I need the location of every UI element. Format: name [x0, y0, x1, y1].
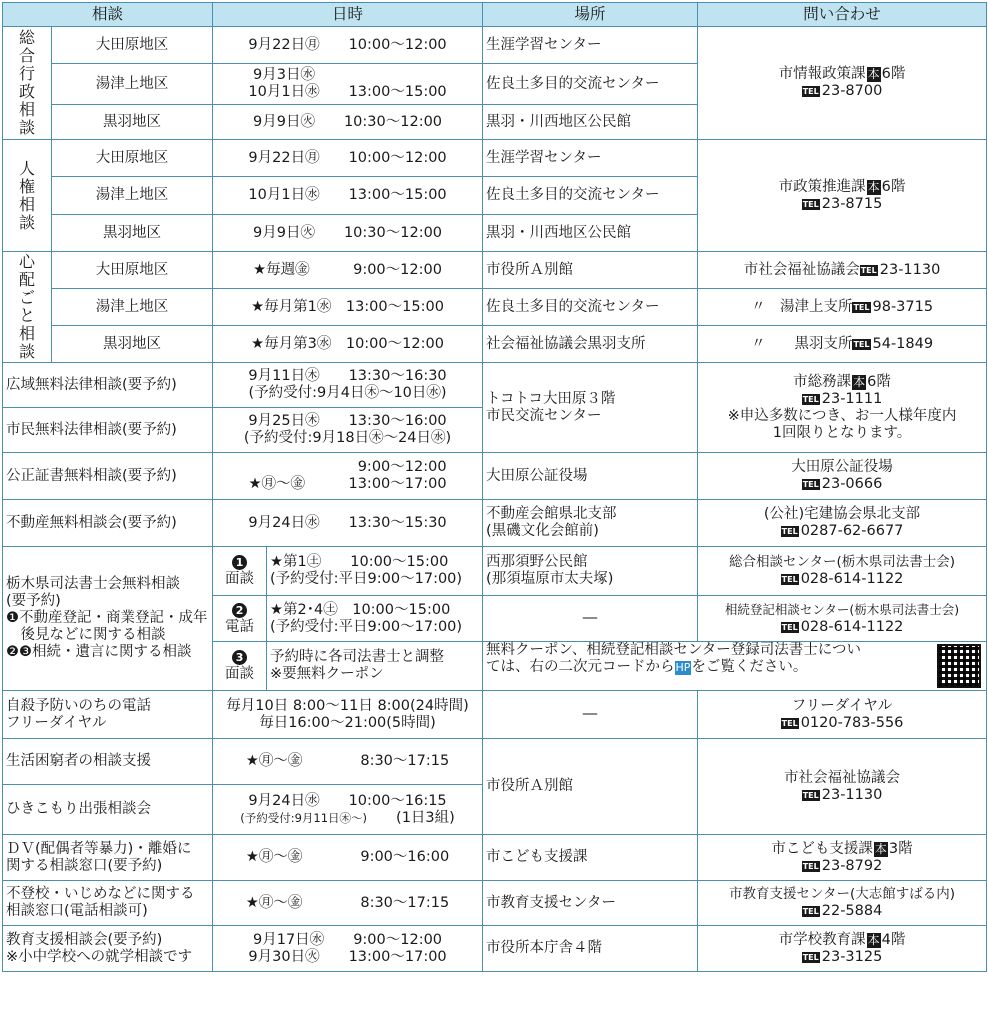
text-fragment: (予約受付:9月4日㊍～10日㊌): [248, 385, 447, 401]
text-fragment: 9月25日㊍: [248, 413, 320, 429]
place-cell: 生涯学習センター: [483, 140, 698, 177]
place-cell: 大田原公証役場: [483, 453, 698, 500]
text-fragment: (予約受付:平日9:00～17:00): [270, 618, 463, 635]
text-fragment: フリーダイヤル: [6, 714, 107, 731]
text-fragment: 10:00～12:00: [348, 149, 447, 166]
coupon-info: [483, 642, 987, 691]
text-fragment: 13:00～17:00: [348, 948, 447, 965]
area-cell: 黒羽地区: [52, 215, 213, 252]
contact-cell: [698, 363, 987, 453]
text-fragment: 0287-62-6677: [800, 523, 904, 539]
header-consult: 相談: [3, 3, 213, 27]
text-fragment: ★第2･4㊏: [270, 601, 338, 618]
method-cell: [213, 642, 267, 691]
text-fragment: 10:00～15:00: [350, 554, 449, 570]
text-fragment: 10:00～16:15: [348, 792, 447, 809]
text-fragment: 6階: [881, 178, 906, 195]
number-badge: 3: [232, 650, 247, 665]
text-fragment: 13:00～15:00: [348, 84, 447, 100]
text-fragment: 54-1849: [872, 335, 934, 352]
text-fragment: 市教育支援センター(大志館すばる内): [729, 886, 956, 902]
header-place: 場所: [483, 3, 698, 27]
text-fragment: 0120-783-556: [800, 714, 904, 731]
consult-name: 市民無料法律相談(要予約): [3, 408, 213, 453]
table-row: [3, 252, 987, 289]
datetime-cell: [267, 547, 483, 596]
text-fragment: ては、右の二次元コードから: [486, 659, 675, 675]
text-fragment: 10:00～12:00: [345, 335, 444, 352]
text-fragment: 9:00～12:00: [357, 459, 447, 475]
text-fragment: 本: [853, 374, 866, 389]
text-fragment: 9月22日㊊: [248, 36, 320, 53]
text-fragment: 人権相談: [18, 158, 35, 232]
table-row: [3, 326, 987, 363]
datetime-cell: [213, 215, 483, 252]
number-badge: 2: [232, 603, 247, 618]
text-fragment: ★㊊～㊎: [245, 894, 303, 911]
contact-cell: [698, 453, 987, 500]
text-fragment: ★㊊～㊎: [245, 753, 303, 769]
text-fragment: 無料クーポン、相続登記相談センター登録司法書士につい: [486, 642, 861, 658]
text-fragment: 13:00～15:00: [345, 298, 444, 315]
datetime-cell: [213, 363, 483, 408]
table-row: [3, 289, 987, 326]
datetime-cell: [267, 642, 483, 691]
consult-name: 広域無料法律相談(要予約): [3, 363, 213, 408]
text-fragment: ★㊊～㊎: [248, 476, 305, 492]
text-fragment: 8:30～17:15: [360, 894, 450, 911]
place-cell: 生涯学習センター: [483, 27, 698, 64]
tel-icon: TEL: [802, 199, 819, 209]
table-row: [3, 926, 987, 972]
text-fragment: 9月17日㊌: [253, 931, 325, 948]
contact-cell: [698, 739, 987, 835]
text-fragment: 本: [874, 841, 887, 856]
text-fragment: 予約時に各司法書士と調整: [270, 649, 445, 665]
place-cell: 市こども支援課: [483, 835, 698, 881]
text-fragment: 23-8700: [821, 83, 883, 99]
datetime-cell: [213, 289, 483, 326]
area-cell: 黒羽地区: [52, 105, 213, 140]
consultation-table: [2, 2, 987, 972]
tel-icon: TEL: [802, 87, 819, 96]
area-cell: 大田原地区: [52, 27, 213, 64]
text-fragment: 028-614-1122: [800, 571, 904, 587]
text-fragment: 10:30～12:00: [343, 113, 443, 130]
text-fragment: ❶不動産登記・商業登記・成年: [6, 610, 208, 626]
text-fragment: 市政策推進課: [778, 178, 866, 195]
datetime-cell: [213, 691, 483, 739]
text-fragment: 栃木県司法書士会無料相談: [6, 576, 180, 592]
area-cell: 大田原地区: [52, 252, 213, 289]
text-fragment: 後見などに関する相談: [20, 627, 166, 643]
table-row: [3, 500, 987, 547]
text-fragment: ❷❸相続・遺言に関する相談: [6, 644, 192, 660]
text-fragment: 13:30～16:30: [348, 368, 447, 384]
datetime-cell: [213, 27, 483, 64]
text-fragment: 8:30～17:15: [360, 753, 450, 769]
qr-code-icon[interactable]: [937, 644, 981, 688]
text-fragment: 4階: [881, 931, 906, 948]
text-fragment: (要予約): [6, 593, 61, 609]
text-fragment: 028-614-1122: [800, 619, 904, 635]
text-fragment: 〃: [750, 298, 766, 315]
consult-name: 公正証書無料相談(要予約): [3, 453, 213, 500]
text-fragment: (黒磯文化会館前): [486, 523, 599, 539]
consult-name: [3, 835, 213, 881]
text-fragment: 電話: [225, 618, 255, 635]
datetime-cell: [213, 408, 483, 453]
text-fragment: 自殺予防いのちの電話: [6, 697, 151, 714]
text-fragment: 9月24日㊌: [248, 514, 320, 531]
text-fragment: 教育支援相談会(要予約): [6, 931, 163, 948]
text-fragment: 10:00～12:00: [348, 36, 447, 53]
text-fragment: 9:00～16:00: [360, 849, 450, 865]
text-fragment: 23-1130: [879, 261, 941, 278]
text-fragment: 市民交流センター: [486, 407, 602, 424]
text-fragment: 市社会福祉協議会: [784, 769, 901, 786]
text-fragment: 23-8792: [821, 857, 883, 874]
place-cell: 佐良土多目的交流センター: [483, 64, 698, 105]
contact-cell: [698, 881, 987, 926]
tel-icon: TEL: [802, 480, 819, 489]
text-fragment: 23-8715: [821, 195, 883, 212]
contact-cell: [698, 500, 987, 547]
text-fragment: 9月9日㊋: [253, 224, 315, 241]
table-row: [3, 547, 987, 596]
text-fragment: 関する相談窓口(要予約): [6, 857, 163, 874]
text-fragment: 98-3715: [872, 298, 934, 315]
text-fragment: 本: [867, 179, 880, 194]
header-row: [3, 3, 987, 27]
text-fragment: トコトコ大田原３階: [486, 390, 616, 407]
tel-icon: TEL: [781, 623, 798, 632]
tel-icon: TEL: [860, 265, 877, 275]
text-fragment: (那須塩原市太夫塚): [486, 571, 614, 587]
contact-cell: [698, 835, 987, 881]
number-badge: 1: [232, 555, 247, 570]
tel-icon: TEL: [802, 952, 819, 962]
text-fragment: 23-0666: [821, 476, 883, 492]
consult-name: [3, 926, 213, 972]
method-cell: [213, 596, 267, 642]
text-fragment: ※小中学校への就学相談です: [6, 948, 193, 965]
place-cell: ―: [483, 596, 698, 642]
place-cell: [483, 363, 698, 453]
text-fragment: ★㊊～㊎: [245, 849, 303, 865]
contact-cell: [698, 140, 987, 252]
contact-cell: [698, 691, 987, 739]
tel-icon: TEL: [781, 718, 798, 728]
area-cell: 湯津上地区: [52, 289, 213, 326]
contact-cell: [698, 596, 987, 642]
place-cell: 黒羽・川西地区公民館: [483, 105, 698, 140]
text-fragment: 毎日16:00～21:00(5時間): [259, 714, 436, 731]
text-fragment: 市社会福祉協議会: [743, 261, 860, 278]
place-cell: 市役所本庁舎４階: [483, 926, 698, 972]
contact-cell: [698, 547, 987, 596]
text-fragment: 3階: [888, 840, 913, 857]
datetime-cell: [213, 326, 483, 363]
table-row: [3, 27, 987, 64]
tel-icon: TEL: [853, 302, 870, 312]
tel-icon: TEL: [802, 907, 819, 916]
tel-icon: TEL: [781, 527, 798, 536]
text-fragment: 9月24日㊌: [248, 792, 320, 809]
text-fragment: フリーダイヤル: [791, 697, 893, 714]
header-datetime: 日時: [213, 3, 483, 27]
tel-icon: TEL: [853, 339, 870, 349]
consult-name: [3, 547, 213, 691]
text-fragment: 市情報政策課: [778, 66, 866, 82]
hp-icon: HP: [675, 661, 691, 674]
text-fragment: 相談窓口(電話相談可): [6, 903, 148, 919]
table-row: [3, 140, 987, 177]
text-fragment: 6階: [881, 66, 906, 82]
text-fragment: 6階: [867, 373, 891, 390]
tel-icon: TEL: [781, 575, 798, 584]
area-cell: 湯津上地区: [52, 177, 213, 215]
text-fragment: 西那須野公民館: [486, 554, 588, 570]
group-label-kokoro: [3, 252, 52, 363]
text-fragment: 面談: [225, 666, 255, 682]
text-fragment: 23-1111: [821, 390, 883, 407]
datetime-cell: [213, 835, 483, 881]
text-fragment: 市総務課: [793, 373, 852, 390]
text-fragment: 総合行政相談: [18, 28, 35, 137]
text-fragment: 9月22日㊊: [248, 149, 320, 166]
group-label-sogo: [3, 27, 52, 140]
text-fragment: (公社)宅建協会県北支部: [763, 506, 921, 522]
text-fragment: 23-3125: [821, 948, 883, 965]
text-fragment: 湯津上支所: [779, 298, 853, 315]
text-fragment: 10月1日㊌: [248, 187, 320, 203]
text-fragment: 9月30日㊋: [248, 948, 320, 965]
text-fragment: 1回限りとなります。: [772, 424, 912, 441]
text-fragment: 9月3日㊌: [253, 67, 315, 83]
place-cell: 市役所Ａ別館: [483, 252, 698, 289]
datetime-cell: [213, 252, 483, 289]
place-cell: [483, 547, 698, 596]
tel-icon: TEL: [802, 861, 819, 871]
tel-icon: TEL: [802, 394, 819, 404]
text-fragment: をご覧ください。: [691, 659, 808, 675]
consult-name: [3, 881, 213, 926]
datetime-cell: [267, 596, 483, 642]
place-cell: 市教育支援センター: [483, 881, 698, 926]
text-fragment: (予約受付:9月11日㊍～): [240, 810, 368, 825]
text-fragment: ★毎月第1㊌: [251, 298, 332, 315]
area-cell: 湯津上地区: [52, 64, 213, 105]
text-fragment: 黒羽支所: [794, 335, 853, 352]
text-fragment: 心配ごと相談: [18, 252, 35, 361]
text-fragment: 市こども支援課: [771, 840, 873, 857]
datetime-cell: [213, 785, 483, 835]
text-fragment: 9:00～12:00: [353, 931, 443, 948]
text-fragment: 本: [867, 932, 880, 947]
datetime-cell: [213, 926, 483, 972]
text-fragment: (1日3組): [396, 809, 455, 826]
area-cell: 黒羽地区: [52, 326, 213, 363]
text-fragment: 13:30～15:30: [348, 514, 447, 531]
text-fragment: ★毎月第3㊌: [251, 335, 332, 352]
place-cell: 社会福祉協議会黒羽支所: [483, 326, 698, 363]
table-row: [3, 363, 987, 408]
datetime-cell: [213, 739, 483, 785]
datetime-cell: [213, 105, 483, 140]
table-row: [3, 739, 987, 785]
datetime-cell: [213, 140, 483, 177]
text-fragment: 9月11日㊍: [248, 368, 320, 384]
contact-cell: [698, 252, 987, 289]
text-fragment: ＤＶ(配偶者等暴力)・離婚に: [6, 840, 192, 857]
datetime-cell: [213, 64, 483, 105]
table-row: [3, 453, 987, 500]
consult-name: [3, 691, 213, 739]
text-fragment: ★第1㊏: [270, 554, 322, 570]
datetime-cell: [213, 177, 483, 215]
text-fragment: 本: [867, 67, 880, 81]
text-fragment: 不動産会館県北支部: [486, 506, 617, 522]
text-fragment: 〃: [750, 335, 766, 352]
table-row: [3, 881, 987, 926]
text-fragment: 13:00～17:00: [348, 476, 447, 492]
text-fragment: 市学校教育課: [778, 931, 866, 948]
place-cell: 黒羽・川西地区公民館: [483, 215, 698, 252]
method-cell: [213, 547, 267, 596]
datetime-cell: [213, 453, 483, 500]
place-cell: 市役所Ａ別館: [483, 739, 698, 835]
contact-cell: [698, 326, 987, 363]
text-fragment: 13:30～16:00: [348, 413, 447, 429]
text-fragment: ★毎週㊎: [253, 261, 310, 278]
consult-name: 生活困窮者の相談支援: [3, 739, 213, 785]
text-fragment: 23-1130: [821, 786, 883, 803]
contact-cell: [698, 926, 987, 972]
place-cell: 佐良土多目的交流センター: [483, 177, 698, 215]
text-fragment: 面談: [225, 571, 255, 587]
text-fragment: 22-5884: [821, 903, 883, 919]
text-fragment: 大田原公証役場: [791, 459, 893, 475]
text-fragment: 相続登記相談センター(栃木県司法書士会): [724, 602, 960, 617]
text-fragment: ※要無料クーポン: [270, 666, 384, 682]
table-row: [3, 835, 987, 881]
area-cell: 大田原地区: [52, 140, 213, 177]
text-fragment: (予約受付:9月18日㊍～24日㊌): [243, 430, 452, 446]
text-fragment: 毎月10日 8:00～11日 8:00(24時間): [226, 697, 469, 714]
table-row: [3, 691, 987, 739]
datetime-cell: [213, 881, 483, 926]
tel-icon: TEL: [802, 790, 819, 800]
text-fragment: ※申込多数につき、お一人様年度内: [727, 407, 957, 424]
datetime-cell: [213, 500, 483, 547]
contact-cell: [698, 27, 987, 140]
place-cell: [483, 500, 698, 547]
text-fragment: 9:00～12:00: [353, 261, 442, 278]
place-cell: 佐良土多目的交流センター: [483, 289, 698, 326]
text-fragment: 9月9日㊋: [253, 113, 315, 130]
text-fragment: 総合相談センター(栃木県司法書士会): [729, 554, 956, 570]
place-cell: ―: [483, 691, 698, 739]
text-fragment: 10:00～15:00: [352, 601, 451, 618]
consult-name: 不動産無料相談会(要予約): [3, 500, 213, 547]
contact-cell: [698, 289, 987, 326]
text-fragment: 不登校・いじめなどに関する: [6, 886, 195, 902]
text-fragment: 10:30～12:00: [343, 224, 443, 241]
text-fragment: 13:00～15:00: [348, 187, 447, 203]
header-contact: 問い合わせ: [698, 3, 987, 27]
group-label-jinken: [3, 140, 52, 252]
consult-name: ひきこもり出張相談会: [3, 785, 213, 835]
text-fragment: (予約受付:平日9:00～17:00): [270, 571, 463, 587]
text-fragment: 10月1日㊌: [248, 84, 320, 100]
